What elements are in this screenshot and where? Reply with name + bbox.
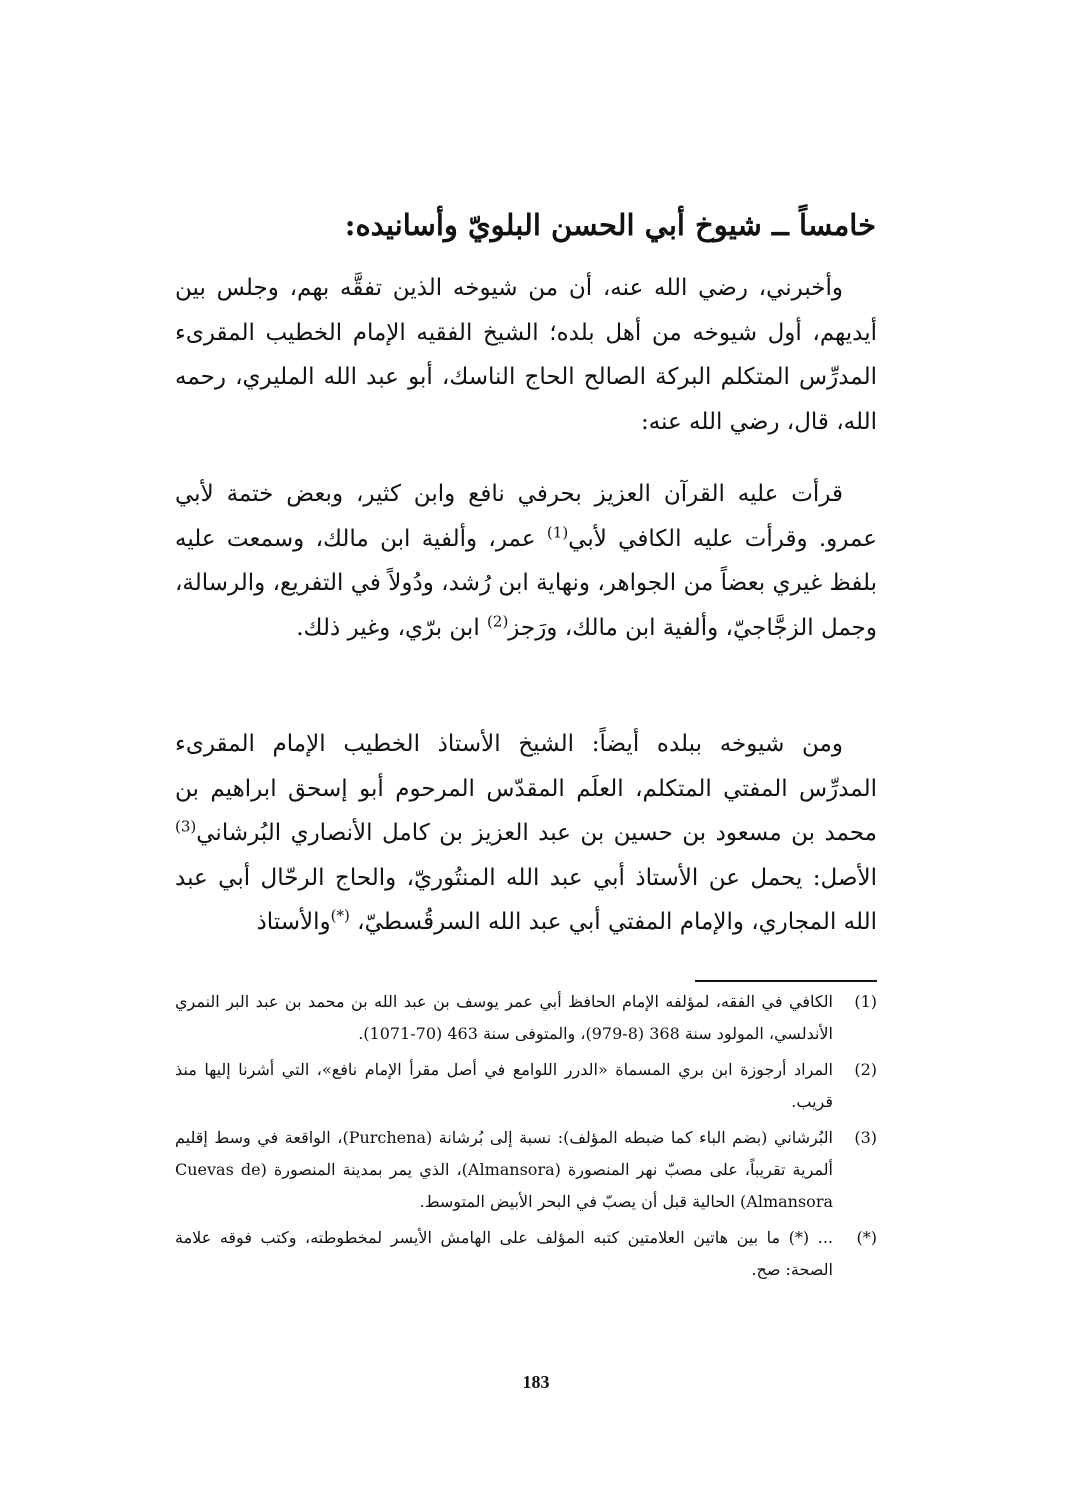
footnote-ref-2[interactable]: (2): [487, 611, 509, 630]
footnote-1: [175, 986, 877, 1050]
footnote-1-number: (1): [854, 992, 877, 1011]
paragraph-3-part-1: ومن شيوخه ببلده أيضاً: الشيخ الأستاذ الخطيب الإمام المقرىء المدرِّس المفتي المتكلم، العلَم المقدّس المرحوم أبو إسحق ابراهيم بن محمد بن مسعود بن حسين بن عبد العزيز بن كامل الأنصاري البُرشاني: [175, 731, 877, 846]
footnote-ref-star[interactable]: (*): [330, 906, 350, 925]
paragraph-2-part-2: عمر، وألفية ابن مالك، وسمعت عليه بلفظ غيري بعضاً من الجواهر، ونهاية ابن رُشد، ودُولاً في التفريع، والرسالة، وجمل الزجَّاجيّ، وألفية ابن مالك، ورَجز: [175, 525, 877, 641]
paragraph-2-part-1: قرأت عليه القرآن العزيز بحرفي نافع وابن كثير، وبعض ختمة لأبي عمرو. وقرأت عليه الكافي لأبي: [175, 481, 878, 552]
footnote-ref-1[interactable]: (1): [546, 522, 569, 541]
footnote-2-number: (2): [854, 1060, 877, 1079]
paragraph-2-part-3: ابن برّي، وغير ذلك.: [296, 614, 488, 641]
footnote-2: [175, 1054, 877, 1118]
footnote-star: [175, 1222, 877, 1286]
footnote-1-text: الكافي في الفقه، لمؤلفه الإمام الحافظ أبي عمر يوسف بن عبد الله بن محمد بن عبد البر النمري الأندلسي، المولود سنة 368 (8-979)، والمتوفى سنة 463 (70-1071).: [175, 992, 834, 1043]
paragraph-1: [175, 266, 877, 444]
paragraph-3-part-2: الأصل: يحمل عن الأستاذ أبي عبد الله المنتُوريّ، والحاج الرحّال أبي عبد الله المجاري، والإمام المفتي أبي عبد الله السرقُسطيّ،: [175, 864, 877, 935]
footnotes-list: [175, 986, 877, 1290]
footnote-3-text: البُرشاني (بضم الباء كما ضبطه المؤلف): نسبة إلى بُرشانة (Purchena)، الواقعة في وسط إقليم ألمرية تقريباً، على مصبّ نهر المنصورة (Almansora)، الذي يمر بمدينة المنصورة (Cuevas de Almansora) الحالية قبل أن يصبّ في البحر الأبيض المتوسط.: [175, 1128, 833, 1211]
paragraph-1-text: وأخبرني، رضي الله عنه، أن من شيوخه الذين تفقَّه بهم، وجلس بين أيديهم، أول شيوخه من أهل بلده؛ الشيخ الفقيه الإمام الخطيب المقرىء المدرِّس المتكلم البركة الصالح الحاج الناسك، أبو عبد الله المليري، رحمه الله، قال، رضي الله عنه:: [175, 275, 877, 435]
footnote-2-text: المراد أرجوزة ابن بري المسماة «الدرر اللوامع في أصل مقرأ الإمام نافع»، التي أشرنا إليها منذ قريب.: [175, 1060, 833, 1111]
paragraph-3: [175, 722, 877, 945]
section-heading: خامساً ــ شيوخ أبي الحسن البلويّ وأسانيده:: [344, 208, 876, 242]
paragraph-3-part-3: والأستاذ: [256, 909, 331, 935]
footnote-separator: [695, 980, 877, 982]
footnote-3-number: (3): [854, 1128, 877, 1147]
footnote-star-number: (*): [856, 1228, 877, 1247]
footnote-ref-3[interactable]: (3): [175, 817, 197, 836]
footnote-star-text: ... (*) ما بين هاتين العلامتين كتبه المؤلف على الهامش الأيسر لمخطوطته، وكتب فوقه علامة الصحة: صح.: [175, 1228, 833, 1279]
paragraph-2: [175, 472, 877, 650]
footnote-3: [175, 1122, 877, 1218]
page-number: 183: [522, 1372, 550, 1392]
